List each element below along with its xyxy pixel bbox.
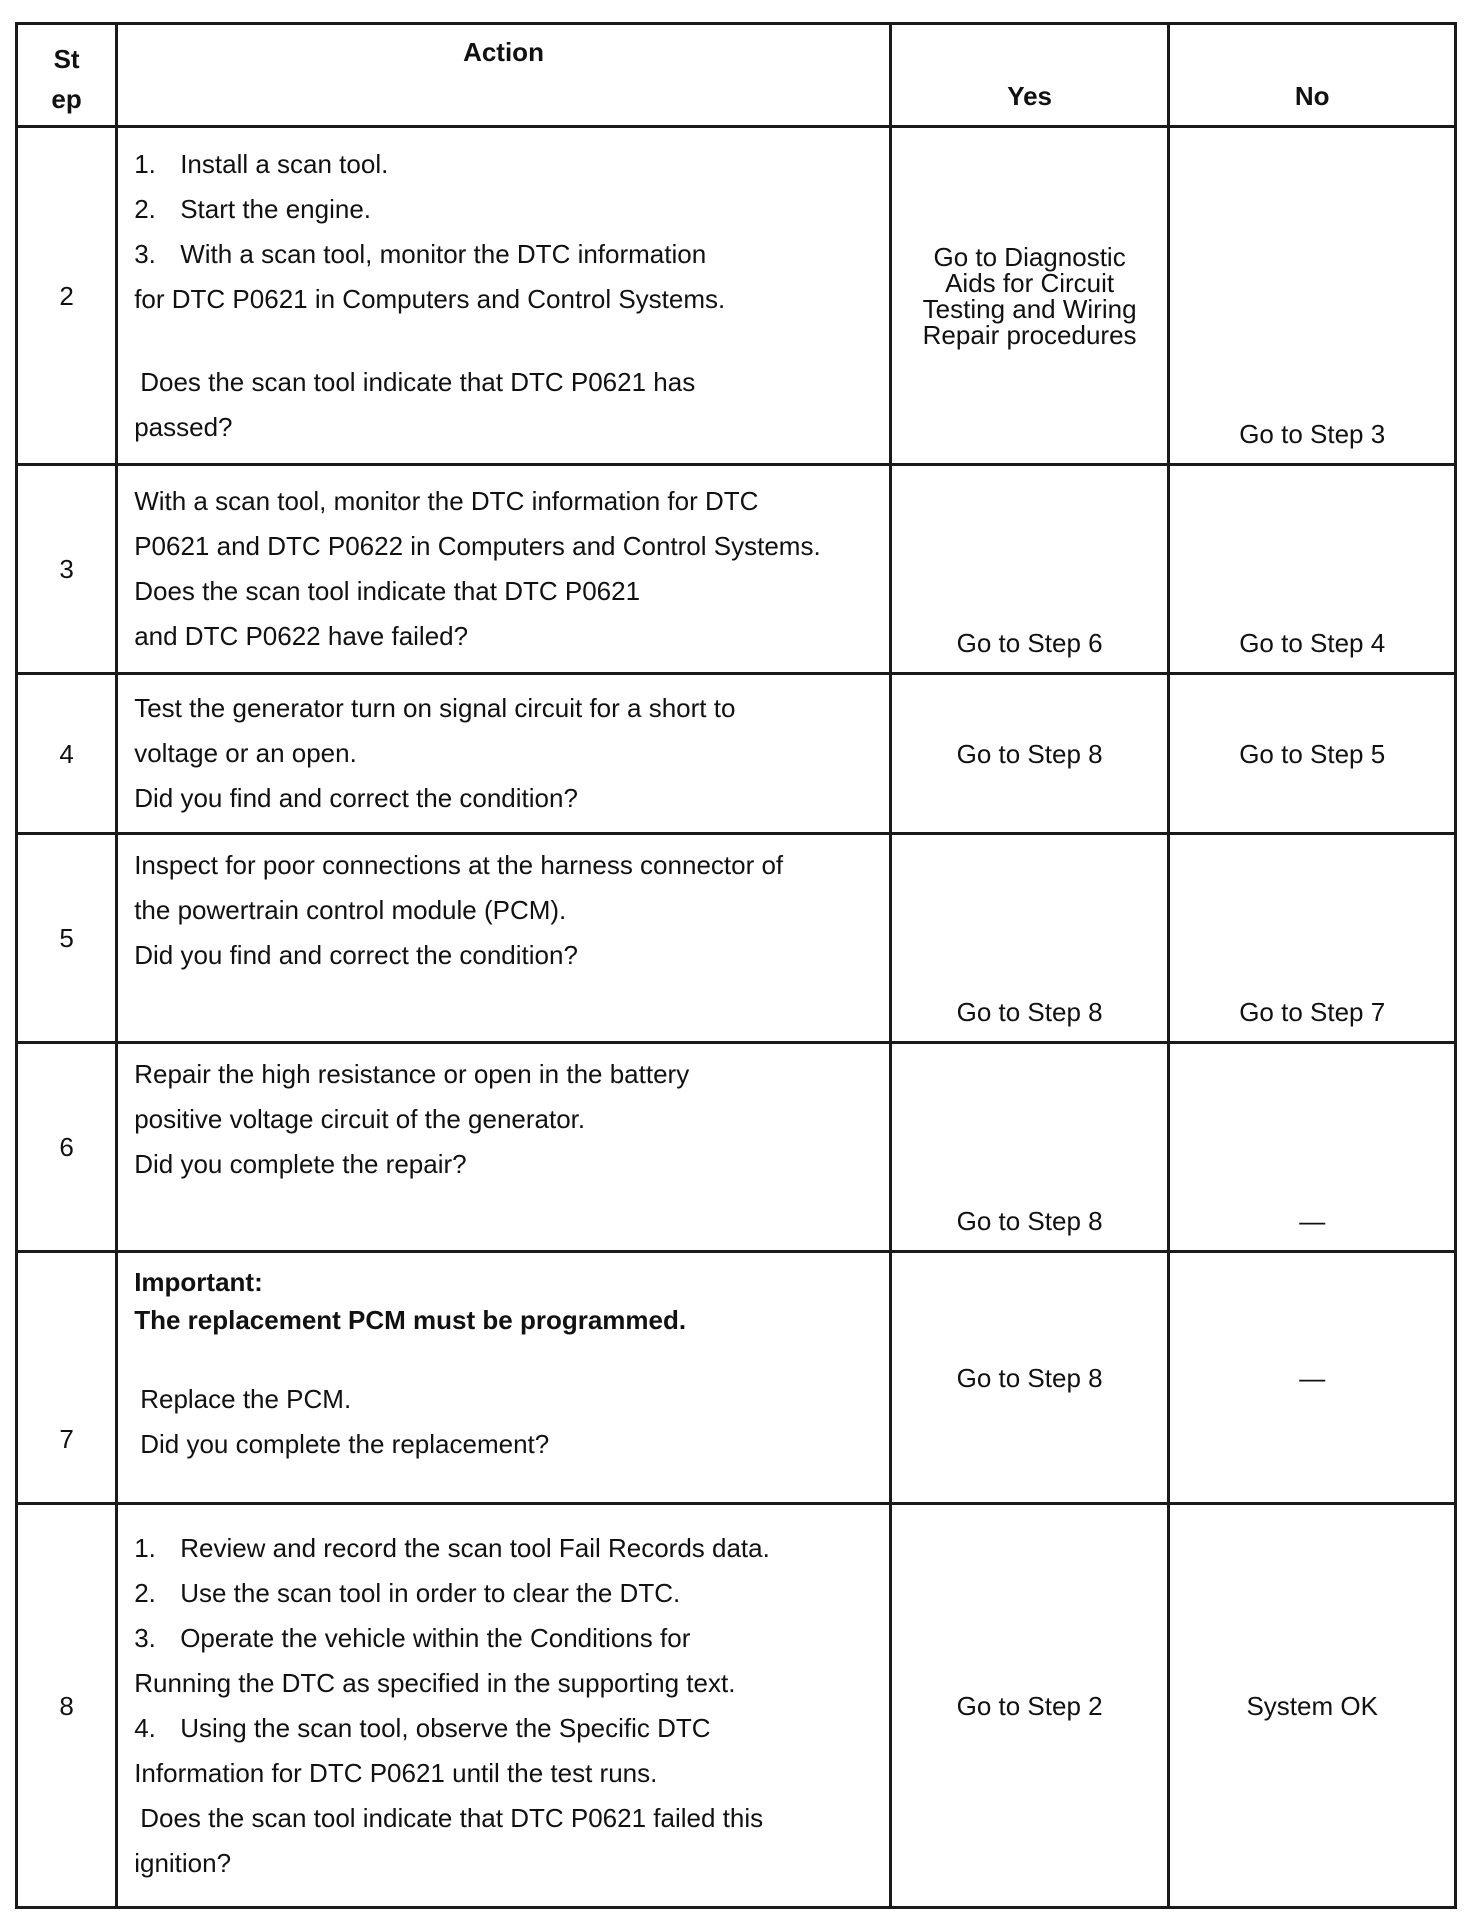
action-question: Does the scan tool indicate that DTC P0621 — [134, 576, 641, 606]
yes-line: Testing and Wiring — [922, 293, 1137, 324]
no-cell — [1169, 1252, 1456, 1504]
yes-cell: Go to Step 8 — [890, 674, 1169, 834]
action-line: P0621 and DTC P0622 in Computers and Control Systems. — [134, 531, 821, 561]
yes-cell: Go to Step 8 — [890, 1252, 1169, 1504]
step-number: 5 — [17, 834, 117, 1043]
action-line: Replace the PCM. — [140, 1384, 352, 1414]
list-number: 3. — [134, 1622, 156, 1653]
em-dash: — — [1299, 1206, 1326, 1236]
action-line: Running the DTC as specified in the supporting text. — [134, 1667, 736, 1698]
action-cell — [117, 1252, 891, 1504]
important-text: The replacement PCM must be programmed. — [134, 1305, 687, 1335]
action-question: Did you complete the repair? — [134, 1149, 467, 1179]
table-row-step-4 — [17, 674, 1456, 834]
action-line: With a scan tool, monitor the DTC information — [180, 238, 707, 269]
step-number: 7 — [17, 1252, 117, 1504]
list-number: 1. — [134, 1532, 156, 1563]
yes-cell: Go to Step 2 — [890, 1504, 1169, 1908]
action-question: Did you complete the replacement? — [140, 1429, 550, 1459]
action-question: and DTC P0622 have failed? — [134, 621, 469, 651]
table-row-step-8 — [17, 1504, 1456, 1908]
action-line: voltage or an open. — [134, 738, 357, 768]
action-line: Use the scan tool in order to clear the DTC. — [180, 1577, 681, 1608]
no-cell: Go to Step 7 — [1169, 834, 1456, 1043]
step-number: 2 — [17, 127, 117, 465]
action-line: Operate the vehicle within the Conditions for — [180, 1622, 691, 1653]
diagnostic-sheet — [15, 22, 1457, 1908]
important-label: Important: — [134, 1267, 263, 1297]
table-row-step-2 — [17, 127, 1456, 465]
header-step-line1: St — [53, 44, 80, 74]
action-question: Did you find and correct the condition? — [134, 783, 578, 813]
action-line: Repair the high resistance or open in the battery — [134, 1059, 690, 1089]
header-action: Action — [117, 24, 891, 127]
step-number: 3 — [17, 465, 117, 674]
em-dash: — — [1299, 1362, 1326, 1393]
action-question: Does the scan tool indicate that DTC P0621 has — [140, 366, 696, 397]
action-question: ignition? — [134, 1847, 232, 1878]
action-cell — [117, 127, 891, 465]
list-number: 3. — [134, 238, 156, 269]
action-line: Information for DTC P0621 until the test runs. — [134, 1757, 658, 1788]
header-no: No — [1169, 24, 1456, 127]
table-row-step-5 — [17, 834, 1456, 1043]
action-cell — [117, 1043, 891, 1252]
list-number: 2. — [134, 1577, 156, 1608]
yes-line: Go to Diagnostic — [933, 241, 1126, 272]
action-cell — [117, 465, 891, 674]
action-line: positive voltage circuit of the generator. — [134, 1104, 586, 1134]
action-line: With a scan tool, monitor the DTC information for DTC — [134, 486, 759, 516]
yes-cell: Go to Step 8 — [890, 1043, 1169, 1252]
action-line: for DTC P0621 in Computers and Control Systems. — [134, 283, 726, 314]
header-yes: Yes — [890, 24, 1169, 127]
action-cell — [117, 1504, 891, 1908]
action-line: Using the scan tool, observe the Specific DTC — [180, 1712, 711, 1743]
yes-line: Aids for Circuit — [945, 267, 1115, 298]
header-step-line2: ep — [51, 84, 82, 115]
action-line: Test the generator turn on signal circuit for a short to — [134, 693, 736, 723]
action-cell — [117, 834, 891, 1043]
action-line: the powertrain control module (PCM). — [134, 895, 567, 925]
yes-cell — [890, 127, 1169, 465]
diagnostic-table — [15, 22, 1457, 1909]
header-step — [17, 24, 117, 127]
no-cell: Go to Step 3 — [1169, 127, 1456, 465]
table-row-step-6 — [17, 1043, 1456, 1252]
list-number: 1. — [134, 148, 156, 179]
step-number: 4 — [17, 674, 117, 834]
action-cell — [117, 674, 891, 834]
list-number: 2. — [134, 193, 156, 224]
action-question: Does the scan tool indicate that DTC P0621 failed this — [140, 1802, 764, 1833]
yes-cell: Go to Step 6 — [890, 465, 1169, 674]
action-line: Review and record the scan tool Fail Records data. — [180, 1532, 770, 1563]
yes-line: Repair procedures — [922, 319, 1137, 350]
yes-cell: Go to Step 8 — [890, 834, 1169, 1043]
table-row-step-7 — [17, 1252, 1456, 1504]
step-number: 8 — [17, 1504, 117, 1908]
action-question: Did you find and correct the condition? — [134, 940, 578, 970]
table-header-row — [17, 24, 1456, 127]
action-question: passed? — [134, 411, 233, 442]
no-cell: Go to Step 5 — [1169, 674, 1456, 834]
no-cell: System OK — [1169, 1504, 1456, 1908]
list-number: 4. — [134, 1712, 156, 1743]
action-line: Install a scan tool. — [180, 148, 389, 179]
no-cell — [1169, 1043, 1456, 1252]
action-line: Inspect for poor connections at the harness connector of — [134, 850, 784, 880]
step-number: 6 — [17, 1043, 117, 1252]
action-line: Start the engine. — [180, 193, 372, 224]
no-cell: Go to Step 4 — [1169, 465, 1456, 674]
table-row-step-3 — [17, 465, 1456, 674]
